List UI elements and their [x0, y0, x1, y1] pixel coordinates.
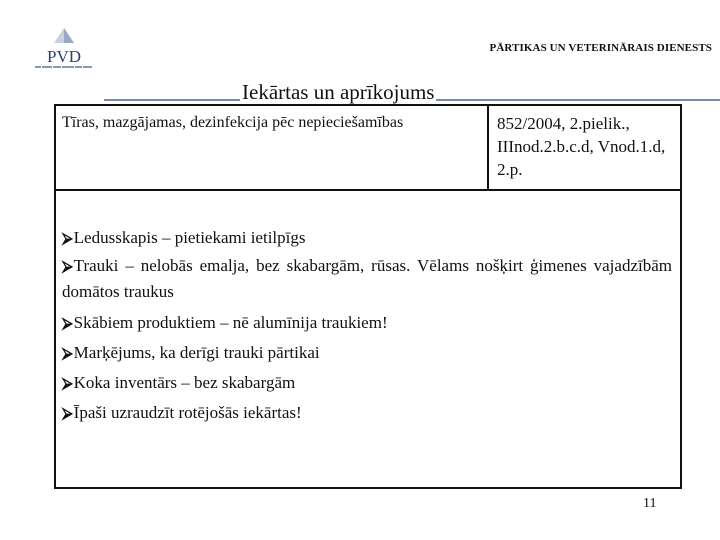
arrow-right-icon: ⮚ — [62, 229, 73, 247]
slide-title: Iekārtas un aprīkojums — [242, 80, 435, 104]
list-item — [62, 308, 672, 338]
arrow-right-icon: ⮚ — [62, 314, 73, 332]
list-item — [62, 253, 672, 308]
arrow-right-icon: ⮚ — [62, 344, 73, 362]
list-item-text: Īpaši uzraudzīt rotējošās iekārtas! — [73, 403, 302, 422]
list-item — [62, 223, 672, 253]
list-item-text: Trauki – nelobās emalja, bez skabargām, rūsas. Vēlams nošķirt ģimenes vajadzībām domātos traukus — [62, 256, 672, 301]
list-item-text: Skābiem produktiem – nē alumīnija traukiem! — [73, 313, 388, 332]
table-column-divider — [487, 104, 489, 190]
requirement-cell: Tīras, mazgājamas, dezinfekcija pēc nepieciešamības — [62, 114, 404, 131]
list-item-text: Koka inventārs – bez skabargām — [73, 373, 296, 392]
list-item — [62, 398, 672, 428]
list-item — [62, 368, 672, 398]
list-item — [62, 338, 672, 368]
reference-cell: 852/2004, 2.pielik., IIInod.2.b.c.d, Vnod.1.d, 2.p. — [497, 114, 666, 179]
logo-tagline — [28, 66, 98, 69]
arrow-right-icon: ⮚ — [62, 374, 73, 392]
list-item-text: Ledusskapis – pietiekami ietilpīgs — [73, 228, 306, 247]
arrow-right-icon: ⮚ — [62, 404, 73, 422]
logo-text: PVD — [46, 47, 82, 66]
list-item-text: Marķējums, ka derīgi trauki pārtikai — [73, 343, 320, 362]
organization-header: PĀRTIKAS UN VETERINĀRAIS DIENESTS — [489, 42, 712, 54]
bullet-list — [62, 223, 672, 428]
arrow-right-icon: ⮚ — [62, 257, 73, 275]
page-number: 11 — [643, 496, 657, 511]
table-row-divider — [54, 189, 682, 191]
